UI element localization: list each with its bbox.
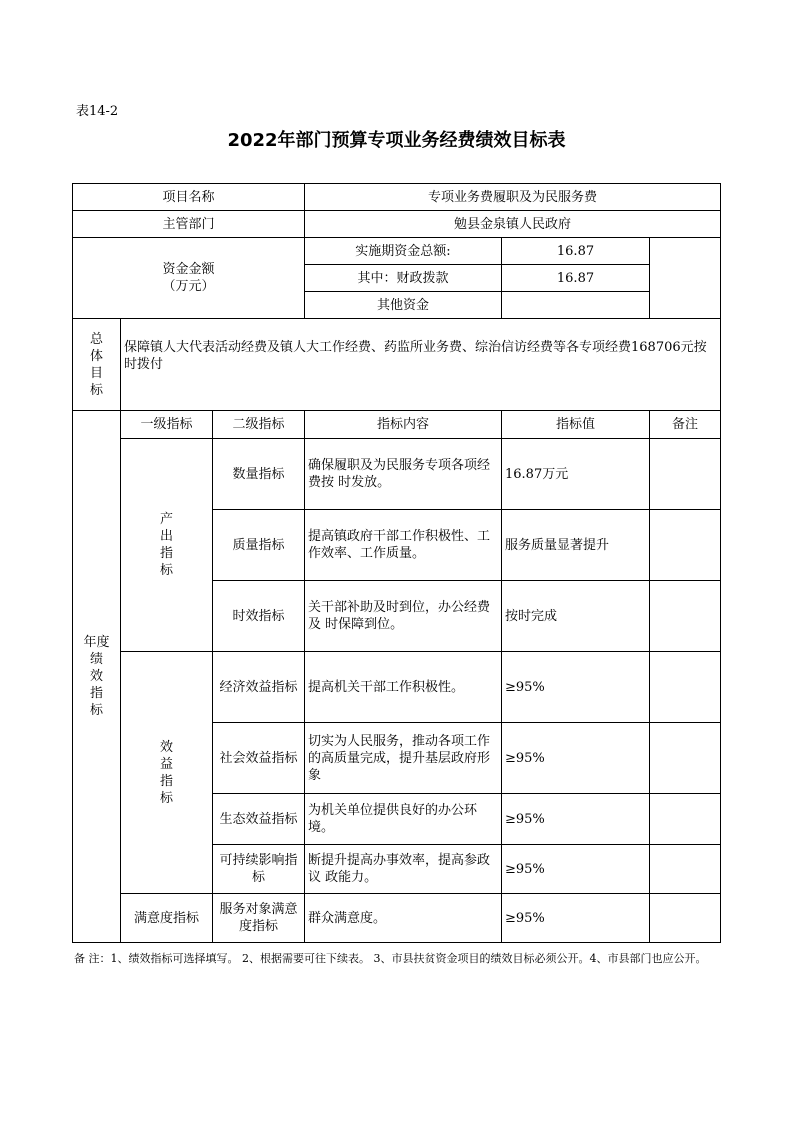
fund-label-line1: 资金金额 xyxy=(162,262,215,277)
footnote: 备 注：1、绩效指标可选择填写。 2、根据需要可往下续表。 3、市县扶贫资金项目的绩效目标必须公开。4、市县部门也应公开。 xyxy=(74,952,707,965)
benefit-indicator-label xyxy=(121,652,213,894)
indicator-value: ≥95% xyxy=(502,794,650,845)
level2-indicator: 可持续影响指标 xyxy=(213,845,305,894)
output-char: 指 xyxy=(159,546,173,561)
level2-indicator: 服务对象满意度指标 xyxy=(213,894,305,943)
indicator-value: 16.87万元 xyxy=(502,439,650,510)
total-fund-value: 16.87 xyxy=(502,238,650,265)
annual-char: 指 xyxy=(89,686,103,701)
level2-indicator: 数量指标 xyxy=(213,439,305,510)
annual-char: 绩 xyxy=(89,652,103,667)
indicator-note xyxy=(650,794,721,845)
indicator-note xyxy=(650,652,721,723)
indicator-content: 群众满意度。 xyxy=(305,894,502,943)
project-name-value: 专项业务费履职及为民服务费 xyxy=(305,184,721,211)
satisfaction-indicator-label: 满意度指标 xyxy=(121,894,213,943)
other-fund-value xyxy=(502,292,650,319)
fund-label xyxy=(73,238,305,319)
fiscal-fund-value: 16.87 xyxy=(502,265,650,292)
dept-label: 主管部门 xyxy=(73,211,305,238)
total-fund-label: 实施期资金总额: xyxy=(305,238,502,265)
output-char: 标 xyxy=(159,563,173,578)
benefit-char: 益 xyxy=(159,756,173,772)
indicator-content: 提高镇政府干部工作积极性、工作效率、工作质量。 xyxy=(305,510,502,581)
project-name-label: 项目名称 xyxy=(73,184,305,211)
indicator-value: 按时完成 xyxy=(502,581,650,652)
header-level2: 二级指标 xyxy=(213,411,305,439)
goal-char: 体 xyxy=(89,348,103,364)
indicator-value: 服务质量显著提升 xyxy=(502,510,650,581)
indicator-content: 提高机关干部工作积极性。 xyxy=(305,652,502,723)
annual-char: 年度 xyxy=(83,635,110,650)
header-note: 备注 xyxy=(650,411,721,439)
indicator-content: 切实为人民服务，推动各项工作的高质量完成，提升基层政府形象 xyxy=(305,723,502,794)
dept-value: 勉县金泉镇人民政府 xyxy=(305,211,721,238)
indicator-content: 为机关单位提供良好的办公环境。 xyxy=(305,794,502,845)
indicator-note xyxy=(650,510,721,581)
header-level1: 一级指标 xyxy=(121,411,213,439)
benefit-char: 指 xyxy=(159,773,173,789)
indicator-note xyxy=(650,845,721,894)
indicator-content: 断提升提高办事效率，提高参政议 政能力。 xyxy=(305,845,502,894)
level2-indicator: 经济效益指标 xyxy=(213,652,305,723)
goal-char: 标 xyxy=(89,382,103,398)
indicator-value: ≥95% xyxy=(502,723,650,794)
goal-char: 总 xyxy=(89,331,103,347)
indicator-note xyxy=(650,894,721,943)
level2-indicator: 社会效益指标 xyxy=(213,723,305,794)
output-indicator-label xyxy=(121,439,213,652)
output-char: 产 xyxy=(159,512,173,527)
indicator-value: ≥95% xyxy=(502,652,650,723)
annual-char: 效 xyxy=(89,669,103,684)
header-content: 指标内容 xyxy=(305,411,502,439)
header-value: 指标值 xyxy=(502,411,650,439)
level2-indicator: 时效指标 xyxy=(213,581,305,652)
other-fund-label: 其他资金 xyxy=(305,292,502,319)
fund-label-line2: （万元） xyxy=(162,279,215,294)
benefit-char: 效 xyxy=(159,739,173,755)
annual-indicator-label xyxy=(73,411,121,943)
indicator-note xyxy=(650,439,721,510)
output-char: 出 xyxy=(159,529,173,544)
indicator-note xyxy=(650,723,721,794)
indicator-content: 关干部补助及时到位，办公经费及 时保障到位。 xyxy=(305,581,502,652)
fund-blank-cell xyxy=(650,238,721,319)
form-code: 表14-2 xyxy=(76,104,119,119)
fiscal-fund-label: 其中：财政拨款 xyxy=(305,265,502,292)
indicator-value: ≥95% xyxy=(502,894,650,943)
goal-label xyxy=(73,319,121,411)
performance-table xyxy=(72,183,721,943)
level2-indicator: 生态效益指标 xyxy=(213,794,305,845)
goal-text: 保障镇人大代表活动经费及镇人大工作经费、药监所业务费、综治信访经费等各专项经费168706元按时拨付 xyxy=(121,319,721,411)
page-title: 2022年部门预算专项业务经费绩效目标表 xyxy=(227,130,566,151)
indicator-note xyxy=(650,581,721,652)
indicator-content: 确保履职及为民服务专项各项经费按 时发放。 xyxy=(305,439,502,510)
annual-char: 标 xyxy=(89,703,103,718)
level2-indicator: 质量指标 xyxy=(213,510,305,581)
indicator-value: ≥95% xyxy=(502,845,650,894)
goal-char: 目 xyxy=(89,365,103,381)
benefit-char: 标 xyxy=(159,790,173,806)
